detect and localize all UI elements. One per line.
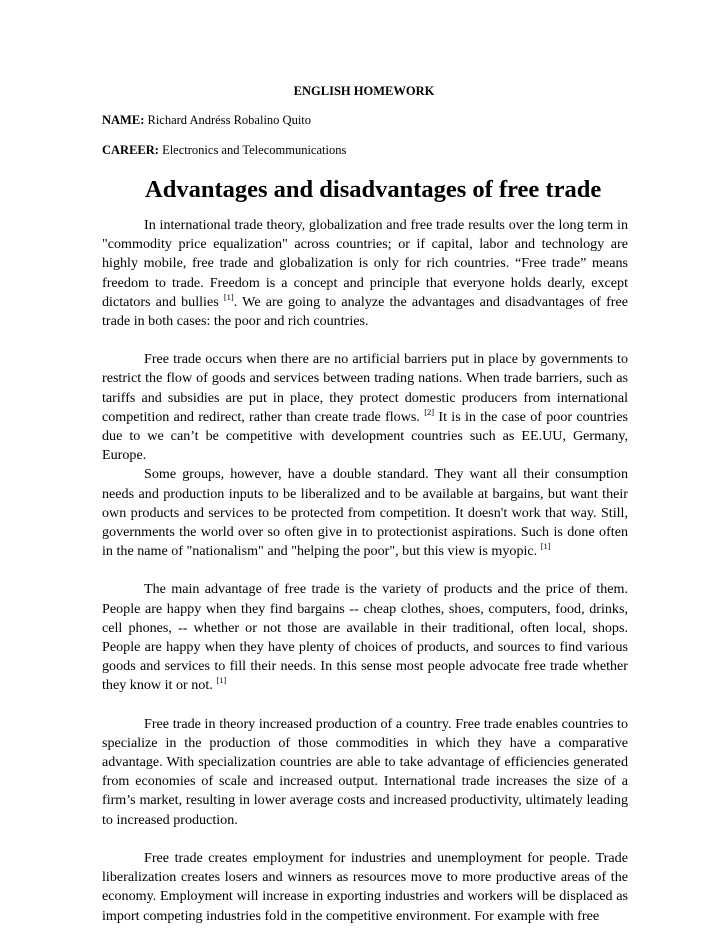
paragraph-intro: [102, 216, 628, 331]
paragraph-text: Free trade creates employment for industries and unemployment for people. Trade liberalization creates losers and winners as resources move to more productive areas of the economy. Employment will increase in exporting industries and workers will be displaced as import competing industries fold in the competitive environment. For example with free: [102, 849, 628, 924]
paragraph-text: Some groups, however, have a double standard. They want all their consumption needs and production inputs to be liberalized and to be available at bargains, but want their own products and services to be protected from competition. It doesn't work that way. Still, governments the world over so often give in to protectionist aspirations. Such is done often in the name of "nationalism" and "helping the poor", but this view is myopic.: [102, 466, 628, 560]
document-title: Advantages and disadvantages of free trade: [145, 176, 602, 203]
career-line: [102, 143, 346, 158]
paragraph-double-standard: [102, 465, 628, 561]
citation-reference: [1]: [216, 675, 227, 686]
paragraph-production: [102, 715, 628, 830]
citation-reference: [1]: [540, 541, 551, 552]
paragraph-text: In international trade theory, globalization and free trade results over the long term in "commodity price equalization" across countries; or if capital, labor and technology are highly mobile, free trade and globalization is only for rich countries. “Free trade” means freedom to trade. Freedom is a concept and principle that everyone holds dearly, except dictators and bullies: [102, 217, 628, 310]
paragraph-text: The main advantage of free trade is the variety of products and the price of them. People are happy when they find bargains -- cheap clothes, shoes, computers, food, drinks, cell phones, -- whether or not those are available in their traditional, often local, shops. People are happy when they have plenty of choices of products, and sources to find various goods and services to fill their needs. In this sense most people advocate free trade whether they know it or not.: [102, 581, 628, 694]
paragraph-text: It is in the case of poor countries due to we can’t be competitive with development countries such as EE.UU, Germany, Europe.: [102, 408, 628, 464]
career-label: CAREER:: [102, 143, 159, 157]
document-body: [102, 216, 628, 926]
paragraph-employment: [102, 849, 628, 926]
career-value: Electronics and Telecommunications: [162, 143, 347, 157]
paragraph-text: Free trade occurs when there are no artificial barriers put in place by governments to restrict the flow of goods and services between trading nations. When trade barriers, such as tariffs and subsidies are put in place, they protect domestic producers from international competition and redirect, rather than create trade flows.: [102, 351, 628, 425]
paragraph-text: . We are going to analyze the advantages and disadvantages of free trade in both cases: the poor and rich countries.: [102, 293, 628, 330]
paragraph-definition: [102, 350, 628, 465]
citation-reference: [1]: [223, 291, 234, 302]
name-value: Richard Andréss Robalino Quito: [147, 113, 312, 127]
paragraph-text: Free trade in theory increased production of a country. Free trade enables countries to specialize in the production of those commodities in which they have a comparative advantage. With specialization countries are able to take advantage of efficiencies generated from economies of scale and increased output. International trade increases the size of a firm’s market, resulting in lower average costs and increased productivity, ultimately leading to increased production.: [102, 715, 628, 828]
paragraph-main-advantage: [102, 580, 628, 695]
homework-heading: ENGLISH HOMEWORK: [293, 84, 435, 98]
citation-reference: [2]: [424, 406, 435, 417]
name-line: [102, 113, 311, 128]
name-label: NAME:: [102, 113, 145, 127]
